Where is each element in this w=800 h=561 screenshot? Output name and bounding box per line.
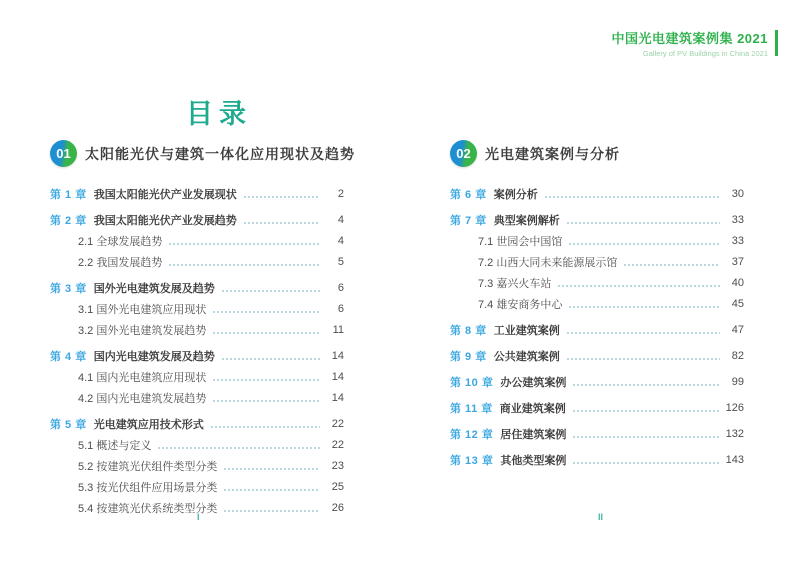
toc-entry[interactable] xyxy=(450,272,744,293)
chapter-label: 第 13 章 xyxy=(450,454,494,467)
chapter-label: 第 10 章 xyxy=(450,376,494,389)
dot-leader xyxy=(212,379,320,381)
page-number: 5 xyxy=(337,255,344,268)
chapter-label: 第 2 章 xyxy=(50,214,87,227)
entry-title: 居住建筑案例 xyxy=(500,428,567,441)
chapter-label: 第 9 章 xyxy=(450,350,487,363)
document-subtitle: Gallery of PV Buildings in China 2021 xyxy=(642,49,768,58)
toc-entry[interactable] xyxy=(50,209,344,230)
section-1-title: 太阳能光伏与建筑一体化应用现状及趋势 xyxy=(85,146,355,162)
dot-leader xyxy=(572,410,720,412)
chapter-label: 第 12 章 xyxy=(450,428,494,441)
toc-entry[interactable] xyxy=(50,345,344,366)
folio-right: II xyxy=(598,512,604,522)
page-number: 25 xyxy=(331,480,344,493)
page-number: 82 xyxy=(731,349,744,362)
entry-title: 工业建筑案例 xyxy=(493,324,560,337)
page-number: 2 xyxy=(337,187,344,200)
entry-title: 4.2 国内光电建筑发展趋势 xyxy=(78,392,207,405)
page-title: 目录 xyxy=(186,99,252,129)
dot-leader xyxy=(566,358,720,360)
toc-entry[interactable] xyxy=(450,209,744,230)
page-number: 26 xyxy=(331,501,344,514)
entry-title: 商业建筑案例 xyxy=(499,402,566,415)
toc-entry[interactable] xyxy=(50,476,344,497)
toc-entry[interactable] xyxy=(450,397,744,418)
toc-entry[interactable] xyxy=(450,251,744,272)
dot-leader xyxy=(212,332,320,334)
document-title: 中国光电建筑案例集 2021 xyxy=(611,31,768,46)
chapter-label: 第 11 章 xyxy=(450,402,493,415)
dot-leader xyxy=(572,384,720,386)
dot-leader xyxy=(243,222,320,224)
entry-title: 我国太阳能光伏产业发展现状 xyxy=(93,188,237,201)
toc-entry[interactable] xyxy=(50,183,344,204)
page-number: 6 xyxy=(337,302,344,315)
section-1-heading xyxy=(50,140,355,167)
page-number: 6 xyxy=(337,281,344,294)
document-header xyxy=(611,28,778,58)
toc-entry[interactable] xyxy=(450,371,744,392)
entry-title: 国内光电建筑发展及趋势 xyxy=(93,350,215,363)
dot-leader xyxy=(566,222,720,224)
toc-entry[interactable] xyxy=(50,319,344,340)
dot-leader xyxy=(157,447,320,449)
entry-title: 典型案例解析 xyxy=(493,214,560,227)
dot-leader xyxy=(168,243,320,245)
entry-title: 7.1 世园会中国馆 xyxy=(478,235,563,248)
toc-entry[interactable] xyxy=(50,251,344,272)
page-number: 23 xyxy=(331,459,344,472)
page-number: 99 xyxy=(731,375,744,388)
entry-title: 2.2 我国发展趋势 xyxy=(78,256,163,269)
dot-leader xyxy=(223,468,320,470)
toc-entry[interactable] xyxy=(450,423,744,444)
dot-leader xyxy=(566,332,720,334)
header-text xyxy=(611,28,768,58)
chapter-label: 第 8 章 xyxy=(450,324,487,337)
chapter-label: 第 6 章 xyxy=(450,188,487,201)
dot-leader xyxy=(568,306,720,308)
entry-title: 3.1 国外光电建筑应用现状 xyxy=(78,303,207,316)
entry-title: 5.1 概述与定义 xyxy=(78,439,152,452)
toc-entry[interactable] xyxy=(450,345,744,366)
page-number: 22 xyxy=(331,417,344,430)
dot-leader xyxy=(221,290,320,292)
toc-entry[interactable] xyxy=(450,230,744,251)
toc-entry[interactable] xyxy=(50,455,344,476)
dot-leader xyxy=(210,426,320,428)
page-number: 45 xyxy=(731,297,744,310)
toc-entry[interactable] xyxy=(50,413,344,434)
page-number: 143 xyxy=(725,453,744,466)
toc-section-1 xyxy=(50,140,355,518)
page-number: 14 xyxy=(331,391,344,404)
entry-title: 我国太阳能光伏产业发展趋势 xyxy=(93,214,237,227)
entry-title: 案例分析 xyxy=(493,188,538,201)
entry-title: 7.3 嘉兴火车站 xyxy=(478,277,552,290)
page-number: 132 xyxy=(725,427,744,440)
page-number: 40 xyxy=(731,276,744,289)
toc-entry[interactable] xyxy=(50,366,344,387)
entry-title: 2.1 全球发展趋势 xyxy=(78,235,163,248)
toc-entry[interactable] xyxy=(50,434,344,455)
entry-title: 5.2 按建筑光伏组件类型分类 xyxy=(78,460,218,473)
chapter-label: 第 5 章 xyxy=(50,418,87,431)
entry-title: 4.1 国内光电建筑应用现状 xyxy=(78,371,207,384)
dot-leader xyxy=(572,436,719,438)
entry-title: 光电建筑应用技术形式 xyxy=(93,418,204,431)
toc-entry[interactable] xyxy=(450,449,744,470)
dot-leader xyxy=(572,462,719,464)
dot-leader xyxy=(243,196,320,198)
entry-title: 国外光电建筑发展及趋势 xyxy=(93,282,215,295)
page-number: 126 xyxy=(725,401,744,414)
section-2-heading xyxy=(450,140,744,167)
dot-leader xyxy=(168,264,320,266)
page-number: 30 xyxy=(731,187,744,200)
dot-leader xyxy=(557,285,720,287)
dot-leader xyxy=(212,400,320,402)
chapter-label: 第 7 章 xyxy=(450,214,487,227)
section-2-title: 光电建筑案例与分析 xyxy=(485,146,620,162)
dot-leader xyxy=(221,358,320,360)
section-1-entries xyxy=(50,183,344,518)
entry-title: 7.2 山西大同未来能源展示馆 xyxy=(478,256,618,269)
chapter-label: 第 4 章 xyxy=(50,350,87,363)
page-number: 37 xyxy=(731,255,744,268)
header-accent-bar xyxy=(775,30,778,56)
chapter-label: 第 3 章 xyxy=(50,282,87,295)
page-number: 33 xyxy=(731,213,744,226)
entry-title: 5.4 按建筑光伏系统类型分类 xyxy=(78,502,218,515)
page-number: 4 xyxy=(337,234,344,247)
dot-leader xyxy=(568,243,720,245)
dot-leader xyxy=(212,311,320,313)
entry-title: 7.4 雄安商务中心 xyxy=(478,298,563,311)
dot-leader xyxy=(223,489,320,491)
toc-section-2 xyxy=(450,140,744,470)
page-number: 4 xyxy=(337,213,344,226)
toc-entry[interactable] xyxy=(50,230,344,251)
chapter-label: 第 1 章 xyxy=(50,188,87,201)
toc-entry[interactable] xyxy=(50,277,344,298)
toc-entry[interactable] xyxy=(50,387,344,408)
page-number: 11 xyxy=(332,323,344,336)
section-1-badge: 01 xyxy=(50,140,77,167)
entry-title: 3.2 国外光电建筑发展趋势 xyxy=(78,324,207,337)
entry-title: 办公建筑案例 xyxy=(500,376,567,389)
section-2-entries xyxy=(450,183,744,470)
page-number: 14 xyxy=(331,370,344,383)
section-2-badge: 02 xyxy=(450,140,477,167)
dot-leader xyxy=(223,510,320,512)
folio-left: I xyxy=(197,512,200,522)
entry-title: 其他类型案例 xyxy=(500,454,567,467)
page-number: 47 xyxy=(731,323,744,336)
dot-leader xyxy=(544,196,720,198)
page-number: 14 xyxy=(331,349,344,362)
dot-leader xyxy=(623,264,720,266)
toc-entry[interactable] xyxy=(450,293,744,314)
page-number: 22 xyxy=(331,438,344,451)
page-number: 33 xyxy=(731,234,744,247)
entry-title: 5.3 按光伏组件应用场景分类 xyxy=(78,481,218,494)
toc-entry[interactable] xyxy=(50,298,344,319)
toc-entry[interactable] xyxy=(450,319,744,340)
entry-title: 公共建筑案例 xyxy=(493,350,560,363)
toc-entry[interactable] xyxy=(450,183,744,204)
